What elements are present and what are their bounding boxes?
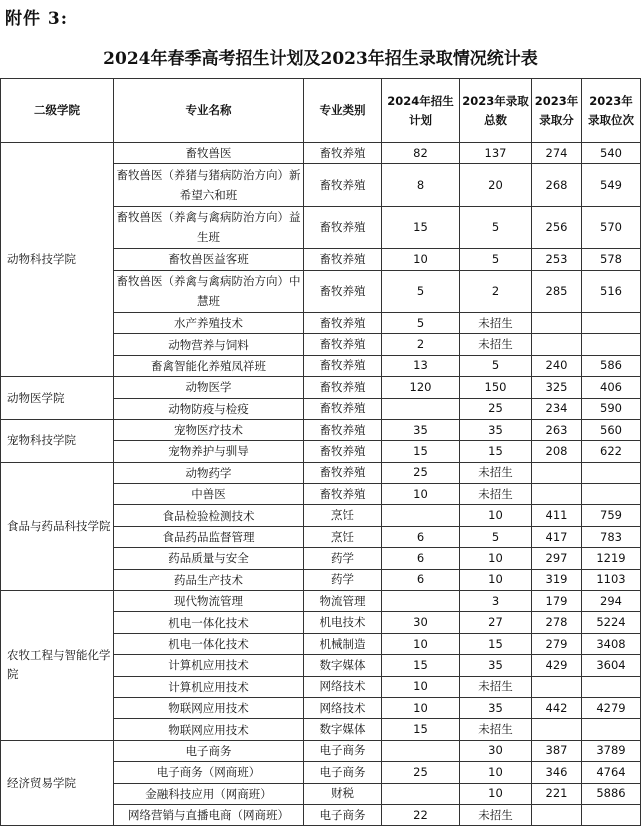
score-2023-cell: 274 (532, 143, 582, 164)
score-2023-cell (532, 804, 582, 825)
score-2023-cell: 234 (532, 398, 582, 419)
admitted-2023-cell: 35 (460, 697, 532, 718)
major-cell: 宠物养护与驯导 (114, 441, 304, 462)
score-2023-cell: 442 (532, 697, 582, 718)
category-cell: 数字媒体 (304, 655, 382, 676)
category-cell: 电子商务 (304, 762, 382, 783)
major-cell: 药品质量与安全 (114, 548, 304, 569)
score-2023-cell: 268 (532, 164, 582, 206)
admitted-2023-cell: 5 (460, 206, 532, 248)
major-cell: 水产养殖技术 (114, 312, 304, 333)
category-cell: 畜牧养殖 (304, 398, 382, 419)
score-2023-cell: 411 (532, 505, 582, 526)
rank-2023-cell (582, 719, 641, 740)
major-cell: 畜牧兽医益客班 (114, 249, 304, 270)
admitted-2023-cell: 5 (460, 355, 532, 376)
plan-2024-cell: 6 (382, 526, 460, 547)
rank-2023-cell: 1219 (582, 548, 641, 569)
college-name: 动物医学院 (1, 377, 114, 420)
major-cell: 计算机应用技术 (114, 676, 304, 697)
major-cell: 电子商务（网商班） (114, 762, 304, 783)
attachment-label: 附件 3: (5, 9, 69, 29)
rank-2023-cell: 406 (582, 377, 641, 398)
plan-2024-cell: 10 (382, 697, 460, 718)
admitted-2023-cell: 3 (460, 591, 532, 612)
rank-2023-cell: 3789 (582, 740, 641, 761)
college-name: 农牧工程与智能化学院 (1, 591, 114, 741)
admitted-2023-cell: 未招生 (460, 462, 532, 483)
category-cell: 畜牧养殖 (304, 270, 382, 312)
major-cell: 畜禽智能化养殖凤祥班 (114, 355, 304, 376)
plan-2024-cell: 15 (382, 441, 460, 462)
rank-2023-cell: 622 (582, 441, 641, 462)
plan-2024-cell: 15 (382, 655, 460, 676)
rank-2023-cell: 4279 (582, 697, 641, 718)
major-cell: 动物药学 (114, 462, 304, 483)
table-row (1, 419, 641, 440)
table-header-row (1, 79, 641, 143)
plan-2024-cell (382, 740, 460, 761)
category-cell: 畜牧养殖 (304, 206, 382, 248)
document-title: 2024年春季高考招生计划及2023年招生录取情况统计表 (103, 49, 538, 69)
category-cell: 畜牧养殖 (304, 143, 382, 164)
rank-2023-cell: 759 (582, 505, 641, 526)
major-cell: 金融科技应用（网商班） (114, 783, 304, 804)
admitted-2023-cell: 10 (460, 569, 532, 590)
major-cell: 机电一体化技术 (114, 612, 304, 633)
enrollment-table (0, 78, 641, 826)
admitted-2023-cell: 10 (460, 783, 532, 804)
rank-2023-cell (582, 484, 641, 505)
admitted-2023-cell: 10 (460, 548, 532, 569)
admitted-2023-cell: 137 (460, 143, 532, 164)
plan-2024-cell: 25 (382, 762, 460, 783)
score-2023-cell: 256 (532, 206, 582, 248)
admitted-2023-cell: 5 (460, 526, 532, 547)
college-name: 动物科技学院 (1, 143, 114, 377)
category-cell: 畜牧养殖 (304, 249, 382, 270)
plan-2024-cell: 8 (382, 164, 460, 206)
header-category: 专业类别 (304, 79, 382, 143)
rank-2023-cell: 590 (582, 398, 641, 419)
score-2023-cell: 253 (532, 249, 582, 270)
major-cell: 动物营养与饲料 (114, 334, 304, 355)
score-2023-cell: 297 (532, 548, 582, 569)
category-cell: 网络技术 (304, 697, 382, 718)
college-name: 经济贸易学院 (1, 740, 114, 826)
category-cell: 畜牧养殖 (304, 334, 382, 355)
major-cell: 机电一体化技术 (114, 633, 304, 654)
major-cell: 畜牧兽医（养禽与禽病防治方向）益生班 (114, 206, 304, 248)
score-2023-cell (532, 312, 582, 333)
major-cell: 药品生产技术 (114, 569, 304, 590)
major-cell: 食品检验检测技术 (114, 505, 304, 526)
plan-2024-cell (382, 398, 460, 419)
rank-2023-cell: 549 (582, 164, 641, 206)
admitted-2023-cell: 25 (460, 398, 532, 419)
category-cell: 物流管理 (304, 591, 382, 612)
major-cell: 中兽医 (114, 484, 304, 505)
score-2023-cell (532, 676, 582, 697)
major-cell: 食品药品监督管理 (114, 526, 304, 547)
major-cell: 畜牧兽医（养禽与禽病防治方向）中慧班 (114, 270, 304, 312)
score-2023-cell: 221 (532, 783, 582, 804)
major-cell: 物联网应用技术 (114, 697, 304, 718)
admitted-2023-cell: 未招生 (460, 719, 532, 740)
category-cell: 畜牧养殖 (304, 377, 382, 398)
rank-2023-cell: 294 (582, 591, 641, 612)
rank-2023-cell: 540 (582, 143, 641, 164)
admitted-2023-cell: 27 (460, 612, 532, 633)
admitted-2023-cell: 10 (460, 505, 532, 526)
admitted-2023-cell: 15 (460, 441, 532, 462)
header-rank-2023: 2023年录取位次 (582, 79, 641, 143)
score-2023-cell: 387 (532, 740, 582, 761)
score-2023-cell: 278 (532, 612, 582, 633)
rank-2023-cell: 586 (582, 355, 641, 376)
category-cell: 畜牧养殖 (304, 312, 382, 333)
score-2023-cell: 285 (532, 270, 582, 312)
admitted-2023-cell: 15 (460, 633, 532, 654)
plan-2024-cell: 82 (382, 143, 460, 164)
category-cell: 机电技术 (304, 612, 382, 633)
admitted-2023-cell: 未招生 (460, 312, 532, 333)
plan-2024-cell: 30 (382, 612, 460, 633)
score-2023-cell: 319 (532, 569, 582, 590)
table-row (1, 143, 641, 164)
plan-2024-cell: 10 (382, 484, 460, 505)
category-cell: 畜牧养殖 (304, 355, 382, 376)
rank-2023-cell: 5224 (582, 612, 641, 633)
plan-2024-cell: 10 (382, 676, 460, 697)
score-2023-cell (532, 484, 582, 505)
admitted-2023-cell: 35 (460, 655, 532, 676)
header-plan-2024: 2024年招生计划 (382, 79, 460, 143)
rank-2023-cell: 5886 (582, 783, 641, 804)
category-cell: 烹饪 (304, 526, 382, 547)
plan-2024-cell (382, 505, 460, 526)
score-2023-cell: 346 (532, 762, 582, 783)
rank-2023-cell (582, 676, 641, 697)
major-cell: 物联网应用技术 (114, 719, 304, 740)
category-cell: 畜牧养殖 (304, 164, 382, 206)
table-row (1, 591, 641, 612)
score-2023-cell: 240 (532, 355, 582, 376)
score-2023-cell: 417 (532, 526, 582, 547)
major-cell: 网络营销与直播电商（网商班） (114, 804, 304, 825)
rank-2023-cell: 3604 (582, 655, 641, 676)
category-cell: 烹饪 (304, 505, 382, 526)
rank-2023-cell (582, 804, 641, 825)
admitted-2023-cell: 未招生 (460, 334, 532, 355)
major-cell: 动物医学 (114, 377, 304, 398)
plan-2024-cell: 2 (382, 334, 460, 355)
rank-2023-cell: 783 (582, 526, 641, 547)
header-admitted-2023: 2023年录取总数 (460, 79, 532, 143)
rank-2023-cell (582, 312, 641, 333)
admitted-2023-cell: 未招生 (460, 484, 532, 505)
plan-2024-cell: 120 (382, 377, 460, 398)
table-row (1, 740, 641, 761)
rank-2023-cell: 4764 (582, 762, 641, 783)
major-cell: 畜牧兽医（养猪与猪病防治方向）新希望六和班 (114, 164, 304, 206)
header-score-2023: 2023年录取分 (532, 79, 582, 143)
table-row (1, 377, 641, 398)
category-cell: 药学 (304, 569, 382, 590)
plan-2024-cell (382, 591, 460, 612)
major-cell: 现代物流管理 (114, 591, 304, 612)
category-cell: 财税 (304, 783, 382, 804)
plan-2024-cell: 35 (382, 419, 460, 440)
score-2023-cell: 263 (532, 419, 582, 440)
category-cell: 数字媒体 (304, 719, 382, 740)
score-2023-cell (532, 719, 582, 740)
rank-2023-cell: 516 (582, 270, 641, 312)
rank-2023-cell: 570 (582, 206, 641, 248)
plan-2024-cell: 6 (382, 548, 460, 569)
score-2023-cell (532, 462, 582, 483)
category-cell: 机械制造 (304, 633, 382, 654)
major-cell: 计算机应用技术 (114, 655, 304, 676)
category-cell: 畜牧养殖 (304, 419, 382, 440)
score-2023-cell: 279 (532, 633, 582, 654)
plan-2024-cell: 6 (382, 569, 460, 590)
major-cell: 畜牧兽医 (114, 143, 304, 164)
plan-2024-cell: 13 (382, 355, 460, 376)
score-2023-cell (532, 334, 582, 355)
category-cell: 电子商务 (304, 804, 382, 825)
college-name: 食品与药品科技学院 (1, 462, 114, 590)
major-cell: 电子商务 (114, 740, 304, 761)
rank-2023-cell (582, 334, 641, 355)
plan-2024-cell: 25 (382, 462, 460, 483)
admitted-2023-cell: 未招生 (460, 804, 532, 825)
major-cell: 动物防疫与检疫 (114, 398, 304, 419)
major-cell: 宠物医疗技术 (114, 419, 304, 440)
plan-2024-cell: 15 (382, 206, 460, 248)
header-college: 二级学院 (1, 79, 114, 143)
admitted-2023-cell: 5 (460, 249, 532, 270)
score-2023-cell: 429 (532, 655, 582, 676)
admitted-2023-cell: 2 (460, 270, 532, 312)
category-cell: 网络技术 (304, 676, 382, 697)
plan-2024-cell: 5 (382, 270, 460, 312)
plan-2024-cell: 22 (382, 804, 460, 825)
admitted-2023-cell: 20 (460, 164, 532, 206)
rank-2023-cell (582, 462, 641, 483)
rank-2023-cell: 578 (582, 249, 641, 270)
plan-2024-cell: 5 (382, 312, 460, 333)
category-cell: 畜牧养殖 (304, 484, 382, 505)
score-2023-cell: 325 (532, 377, 582, 398)
table-row (1, 462, 641, 483)
header-major: 专业名称 (114, 79, 304, 143)
plan-2024-cell: 15 (382, 719, 460, 740)
admitted-2023-cell: 10 (460, 762, 532, 783)
rank-2023-cell: 560 (582, 419, 641, 440)
admitted-2023-cell: 150 (460, 377, 532, 398)
score-2023-cell: 179 (532, 591, 582, 612)
category-cell: 电子商务 (304, 740, 382, 761)
score-2023-cell: 208 (532, 441, 582, 462)
plan-2024-cell: 10 (382, 633, 460, 654)
rank-2023-cell: 1103 (582, 569, 641, 590)
admitted-2023-cell: 未招生 (460, 676, 532, 697)
college-name: 宠物科技学院 (1, 419, 114, 462)
plan-2024-cell: 10 (382, 249, 460, 270)
category-cell: 药学 (304, 548, 382, 569)
rank-2023-cell: 3408 (582, 633, 641, 654)
category-cell: 畜牧养殖 (304, 441, 382, 462)
category-cell: 畜牧养殖 (304, 462, 382, 483)
admitted-2023-cell: 30 (460, 740, 532, 761)
admitted-2023-cell: 35 (460, 419, 532, 440)
plan-2024-cell (382, 783, 460, 804)
